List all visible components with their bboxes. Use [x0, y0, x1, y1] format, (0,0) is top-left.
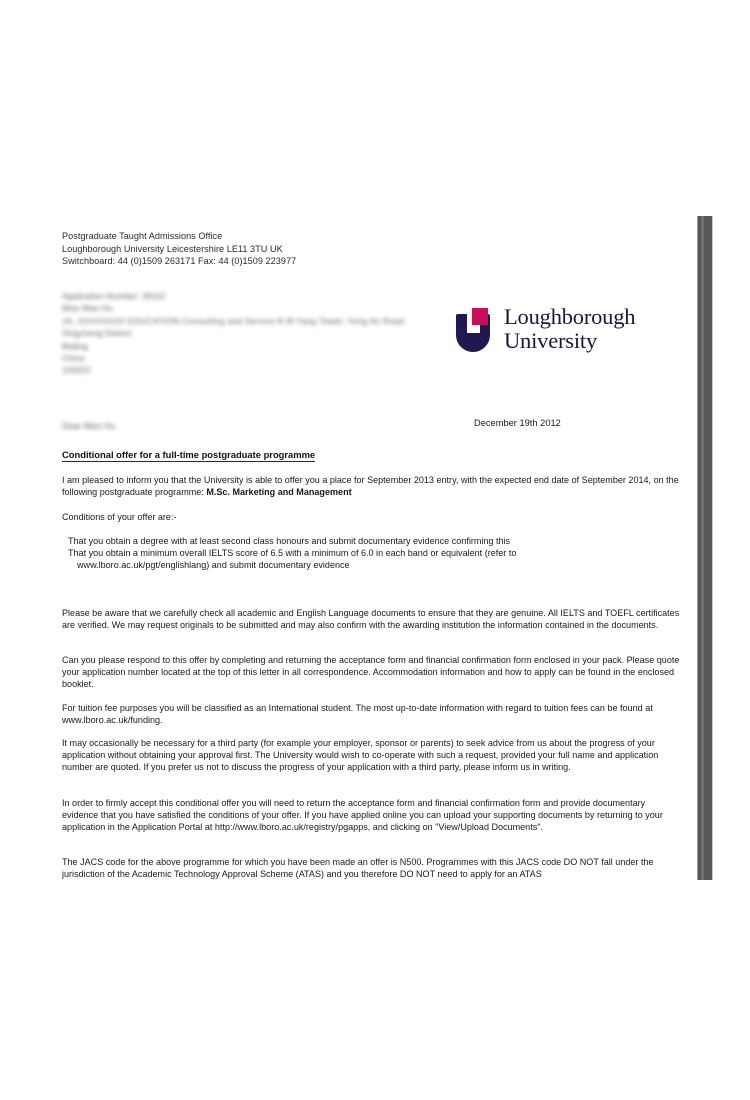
recipient-city: Beijing	[62, 340, 88, 351]
paragraph-accept-offer: In order to firmly accept this conditional offer you will need to return the acceptance form and financial confirmation form and provide documentary evidence that you have satisfied the conditions of your offer. If you have applied online you can upload your supporting documents by returning to your application in the Application Portal at http://www.lboro.ac.uk/registry/pgapps, and clicking on "View/Upload Documents".	[62, 798, 663, 833]
paragraph-jacs-code: The JACS code for the above programme for which you have been made an offer is N500. Programmes with this JACS code DO NOT fall under the jurisdiction of the Academic Technology Approval Scheme (ATAS) and you therefore DO NOT need to apply for an ATAS	[62, 857, 654, 880]
conditions-list	[68, 535, 668, 572]
logo-wordmark-line-1: Loughborough	[504, 304, 636, 329]
recipient-address-line-1: JA, XXXXXXXX EDUCATION Consulting and Service R M Yang Tower, Yong An Road	[62, 315, 405, 326]
letterhead-line-2: Loughborough University Leicestershire LE11 3TU UK	[62, 243, 283, 254]
subject-heading: Conditional offer for a full-time postgraduate programme	[62, 449, 316, 460]
loughborough-university-logo	[456, 306, 686, 358]
recipient-postcode: 100022	[62, 365, 91, 376]
condition-item-2-continued: www.lboro.ac.uk/pgt/englishlang) and submit documentary evidence	[77, 560, 350, 571]
letterhead-line-1: Postgraduate Taught Admissions Office	[62, 231, 223, 241]
letter-page	[0, 213, 713, 882]
programme-name: M.Sc. Marketing and Management	[206, 487, 352, 498]
letterhead-line-3: Switchboard: 44 (0)1509 263171 Fax: 44 (0)1509 223977	[62, 256, 297, 267]
shield-icon	[456, 308, 498, 354]
salutation: Dear Miss Hu	[62, 421, 116, 431]
recipient-address-line-2: Xingcheng District	[62, 328, 132, 339]
logo-wordmark-line-2: University	[504, 328, 597, 353]
scrollbar-thumb-gloss	[701, 216, 704, 880]
application-number: Application Number: 28110	[62, 291, 166, 301]
vertical-scrollbar[interactable]	[697, 216, 713, 880]
paragraph-intro	[62, 474, 680, 498]
paragraph-conditions-lead: Conditions of your offer are:-	[62, 512, 177, 522]
recipient-name: Miss Wan Hu	[62, 303, 113, 314]
logo-wordmark	[504, 305, 635, 353]
condition-item-1: That you obtain a degree with at least second class honours and submit documentary evidence confirming this	[68, 536, 511, 546]
condition-item-2: That you obtain a minimum overall IELTS score of 6.5 with a minimum of 6.0 in each band or equivalent (refer to	[68, 548, 517, 559]
paragraph-third-party: It may occasionally be necessary for a third party (for example your employer, sponsor or parents) to seek advice from us about the progress of your application without obtaining your approval first. The University would wish to co-operate with such a request, provided your full name and application number are quoted. If you prefer us not to discuss the progress of your application with a third party, please inform us in writing.	[62, 738, 659, 773]
paragraph-respond-to-offer: Can you please respond to this offer by completing and returning the acceptance form and financial confirmation form enclosed in your pack. Please quote your application number located at the top of this letter in all correspondence. Accommodation information and how to apply can be found in the enclosed booklet.	[62, 655, 680, 690]
letter-date: December 19th 2012	[474, 418, 561, 428]
intro-text: I am pleased to inform you that the University is able to offer you a place for September 2013 entry, with the expected end date of September 2014, on the following postgraduate programme:	[62, 475, 679, 498]
accent-square-icon	[472, 308, 488, 325]
paragraph-document-verification: Please be aware that we carefully check all academic and English Language documents to ensure that they are genuine. All IELTS and TOEFL certificates are verified. We may request originals to be submitted and may also confirm with the awarding institution the information contained in the documents.	[62, 608, 680, 631]
paragraph-tuition-fees: For tuition fee purposes you will be classified as an International student. The most up-to-date information with regard to tuition fees can be found at www.lboro.ac.uk/funding.	[62, 703, 653, 726]
recipient-country: China	[62, 353, 85, 364]
letterhead	[62, 230, 296, 268]
